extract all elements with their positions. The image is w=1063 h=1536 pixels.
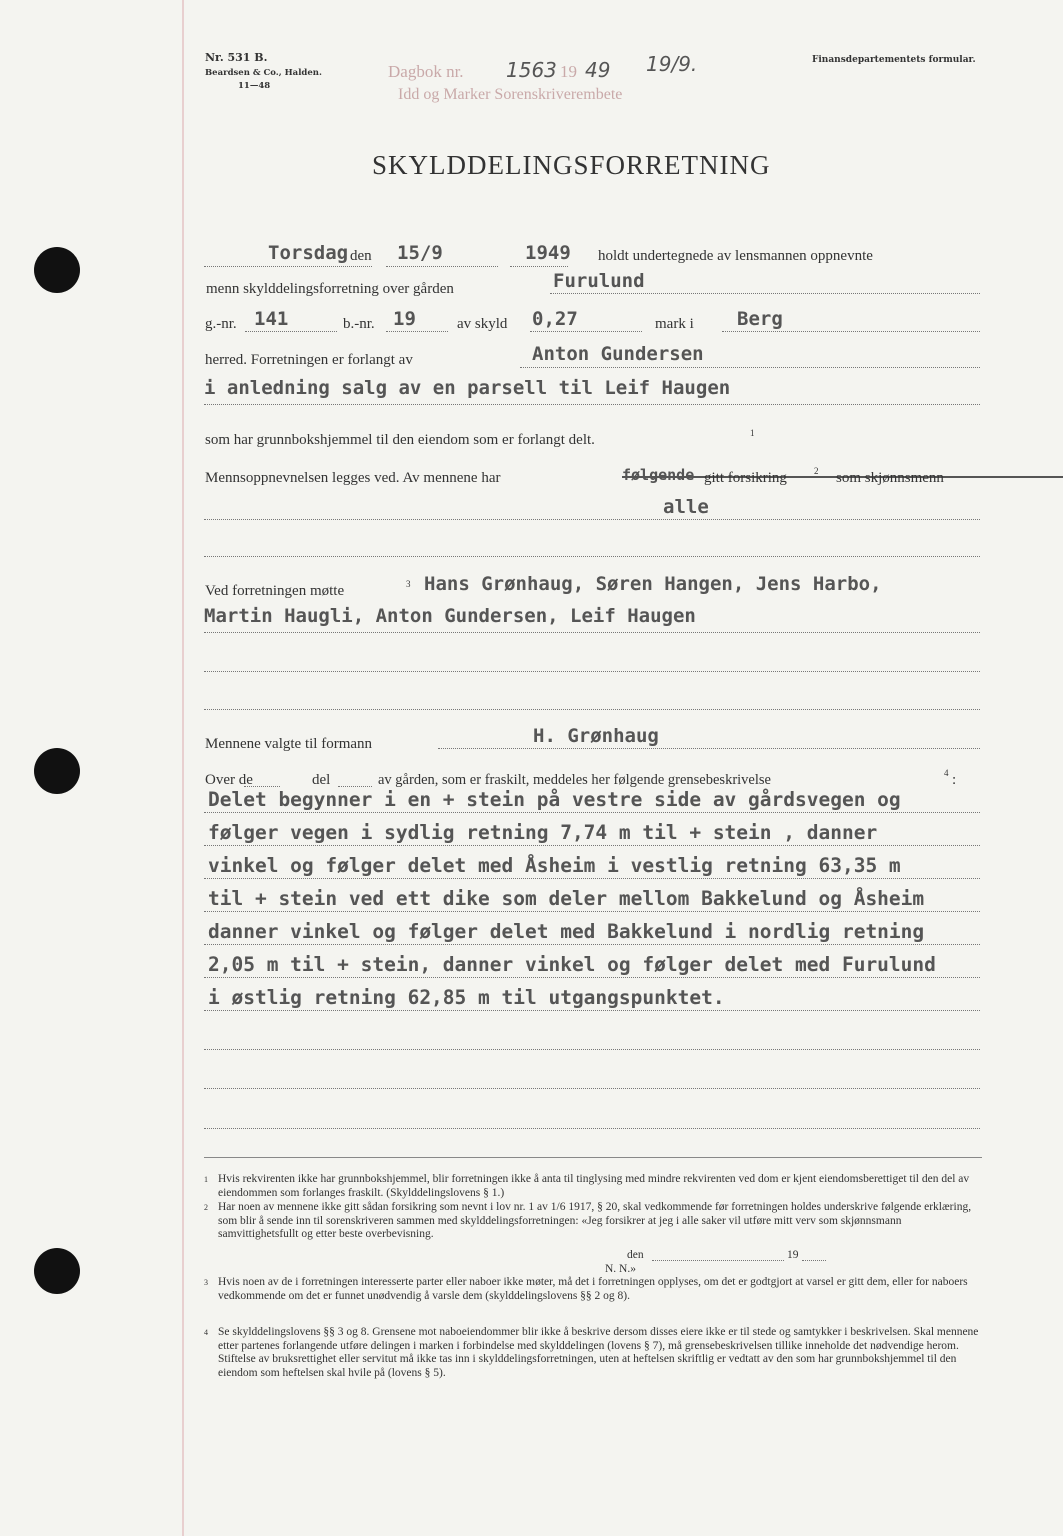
dotted-line <box>438 748 980 749</box>
footnote-4-number: 4 <box>204 1328 208 1337</box>
label-bnr: b.-nr. <box>343 316 375 332</box>
present-line-2: Martin Haugli, Anton Gundersen, Leif Haugen <box>204 605 696 627</box>
dotted-line <box>204 404 980 405</box>
document-title: SKYLDDELINGSFORRETNING <box>372 150 771 180</box>
footnote-ref-2: 2 <box>814 466 819 476</box>
boundary-line-5: danner vinkel og følger delet med Bakkelund i nordlig retning <box>208 920 925 943</box>
footnote-1-number: 1 <box>204 1175 208 1184</box>
boundary-line-7: i østlig retning 62,85 m til utgangspunktet. <box>208 986 725 1009</box>
diary-number: 1563 <box>506 58 557 82</box>
dotted-line <box>722 331 980 332</box>
footnote-3 <box>204 1276 982 1303</box>
dotted-line <box>204 671 980 672</box>
footnote-2 <box>204 1201 982 1242</box>
requester-value: Anton Gundersen <box>532 343 704 365</box>
label-herred: herred. Forretningen er forlangt av <box>205 352 413 368</box>
dotted-line <box>245 331 337 332</box>
dotted-line <box>386 266 498 267</box>
footnote-ref-1: 1 <box>750 428 755 438</box>
dotted-line <box>244 786 280 787</box>
label-gnr: g.-nr. <box>205 316 237 332</box>
reason-value: i anledning salg av en parsell til Leif Haugen <box>204 377 731 399</box>
footnote-3-number: 3 <box>204 1278 208 1287</box>
dotted-line <box>204 1088 980 1089</box>
print-date: 11—48 <box>238 81 271 91</box>
dotted-line <box>530 331 642 332</box>
dotted-line <box>204 519 980 520</box>
dotted-line <box>204 812 980 813</box>
dotted-line <box>204 556 980 557</box>
struck-word: følgende <box>622 466 1063 484</box>
skyld-value: 0,27 <box>532 308 578 330</box>
footnote-ref-4: 4 <box>944 768 949 778</box>
boundary-line-1: Delet begynner i en + stein på vestre side av gårdsvegen og <box>208 788 901 811</box>
present-line-1: Hans Grønhaug, Søren Hangen, Jens Harbo, <box>424 573 882 595</box>
dotted-line <box>204 977 980 978</box>
boundary-line-3: vinkel og følger delet med Åsheim i vestlig retning 63,35 m <box>208 854 901 877</box>
form-number: Nr. 531 B. <box>205 51 268 64</box>
printer-name: Beardsen & Co., Halden. <box>205 68 322 78</box>
dotted-line <box>204 944 980 945</box>
dotted-line <box>652 1260 784 1261</box>
dotted-line <box>204 878 980 879</box>
footnote-divider <box>204 1157 982 1158</box>
label-forsikring: gitt forsikring <box>704 470 787 486</box>
dotted-line <box>204 1128 980 1129</box>
label-holdt: holdt undertegnede av lensmannen oppnevnte <box>598 248 873 264</box>
footnote-4 <box>204 1326 982 1380</box>
diary-stamp-year-prefix: 19 <box>560 62 577 81</box>
ministry-formular: Finansdepartementets formular. <box>812 55 976 65</box>
dotted-line <box>204 1049 980 1050</box>
dotted-line <box>338 786 372 787</box>
dotted-line <box>520 367 980 368</box>
label-del: del <box>312 772 331 788</box>
diary-stamp-label: Dagbok nr. <box>388 62 464 81</box>
footnote-1 <box>204 1173 982 1200</box>
footnote-2-den: den <box>627 1249 644 1261</box>
dotted-line <box>550 293 980 294</box>
dotted-line <box>204 632 980 633</box>
dotted-line <box>204 266 372 267</box>
weekday-value: Torsdag <box>268 242 349 264</box>
punch-hole-bottom <box>34 1248 80 1294</box>
label-menns: Mennsoppnevnelsen legges ved. Av mennene har <box>205 470 501 486</box>
district-value: Berg <box>737 308 783 330</box>
label-motte: Ved forretningen møtte <box>205 583 345 599</box>
chairman-value: H. Grønhaug <box>533 725 659 747</box>
diary-year: 49 <box>585 58 611 82</box>
insured-value: alle <box>663 496 709 518</box>
footnote-ref-3: 3 <box>406 579 411 589</box>
label-grunnbok: som har grunnbokshjemmel til den eiendom som er forlangt delt. <box>205 432 595 448</box>
margin-line <box>182 0 184 1536</box>
dotted-line <box>204 709 980 710</box>
farm-value: Furulund <box>553 270 645 292</box>
colon: : <box>952 772 957 788</box>
boundary-line-4: til + stein ved ett dike som deler mellom Bakkelund og Åsheim <box>208 887 925 910</box>
footnote-2-19: 19 <box>787 1249 799 1261</box>
date-value: 15/9 <box>397 242 443 264</box>
punch-hole-middle <box>34 748 80 794</box>
footnote-2-nn: N. N.» <box>605 1263 636 1275</box>
diary-date: 19/9. <box>646 52 698 76</box>
footnote-2-number: 2 <box>204 1203 208 1212</box>
label-menn: menn skylddelingsforretning over gården <box>206 281 454 297</box>
label-garden-grense: av gården, som er fraskilt, meddeles her følgende grensebeskrivelse <box>378 772 771 788</box>
dotted-line <box>510 266 568 267</box>
punch-hole-top <box>34 247 80 293</box>
dotted-line <box>802 1260 826 1261</box>
year-value: 1949 <box>525 242 571 264</box>
label-skjonn: som skjønnsmenn <box>836 470 944 486</box>
footnote-3-text: Hvis noen av de i forretningen interesserte parter eller naboer ikke møter, må det i forretningen opplyses, om det er godtgjort at varsel er gitt dem, eller for naboers vedkommende om det er funnet unødvendig å varsle dem (skylddelingslovens §§ 2 og 8). <box>218 1276 968 1302</box>
boundary-line-6: 2,05 m til + stein, danner vinkel og følger delet med Furulund <box>208 953 936 976</box>
footnote-4-text: Se skylddelingslovens §§ 3 og 8. Grensene mot naboeiendommer blir ikke å beskrive dersom disses eiere ikke er til stede og samtykker i beskrivelsen. Skal mennene etter partenes forlangende utføre delingen i marken i forbindelse med skylddelingen (lovens § 7), må grensebeskrivelsen tillike inneholde det nødvendige herom. Stiftelse av bruksrettighet eller servitut må ikke tas inn i skylddelingsforretningen, uten at heftelsen skriftlig er vedtatt av den som har grunnbokshjemmel til den eiendom som heftelsen skal hvile på (lovens § 5). <box>218 1326 979 1379</box>
label-over-de: Over de <box>205 772 253 788</box>
label-mark: mark i <box>655 316 694 332</box>
court-office-stamp: Idd og Marker Sorenskriverembete <box>398 86 623 103</box>
dotted-line <box>204 911 980 912</box>
label-skyld: av skyld <box>457 316 508 332</box>
dotted-line <box>204 1010 980 1011</box>
label-den: den <box>350 248 372 264</box>
dotted-line <box>204 845 980 846</box>
dotted-line <box>386 331 448 332</box>
label-formann: Mennene valgte til formann <box>205 736 373 752</box>
footnote-1-text: Hvis rekvirenten ikke har grunnbokshjemmel, blir forretningen ikke å anta til tinglysing med mindre rekvirenten ved dom er kjent eiendomsberettiget til den del av eiendommen som forlanges fraskilt. (Skylddelingslovens § 1.) <box>218 1173 970 1199</box>
boundary-line-2: følger vegen i sydlig retning 7,74 m til + stein , danner <box>208 821 878 844</box>
footnote-2-text: Har noen av mennene ikke gitt sådan forsikring som nevnt i lov nr. 1 av 1/6 1917, § 20, skal vedkommende før forretningen holdes underskrive følgende erklæring, som blir å sende inn til sorenskriveren sammen med skylddelingsforretningen: «Jeg forsikrer at jeg i alle saker vil utføre mitt verv som skjønnsmann samvittighetsfullt og etter beste overbevisning. <box>218 1201 972 1240</box>
bnr-value: 19 <box>393 308 416 330</box>
gnr-value: 141 <box>254 308 289 330</box>
